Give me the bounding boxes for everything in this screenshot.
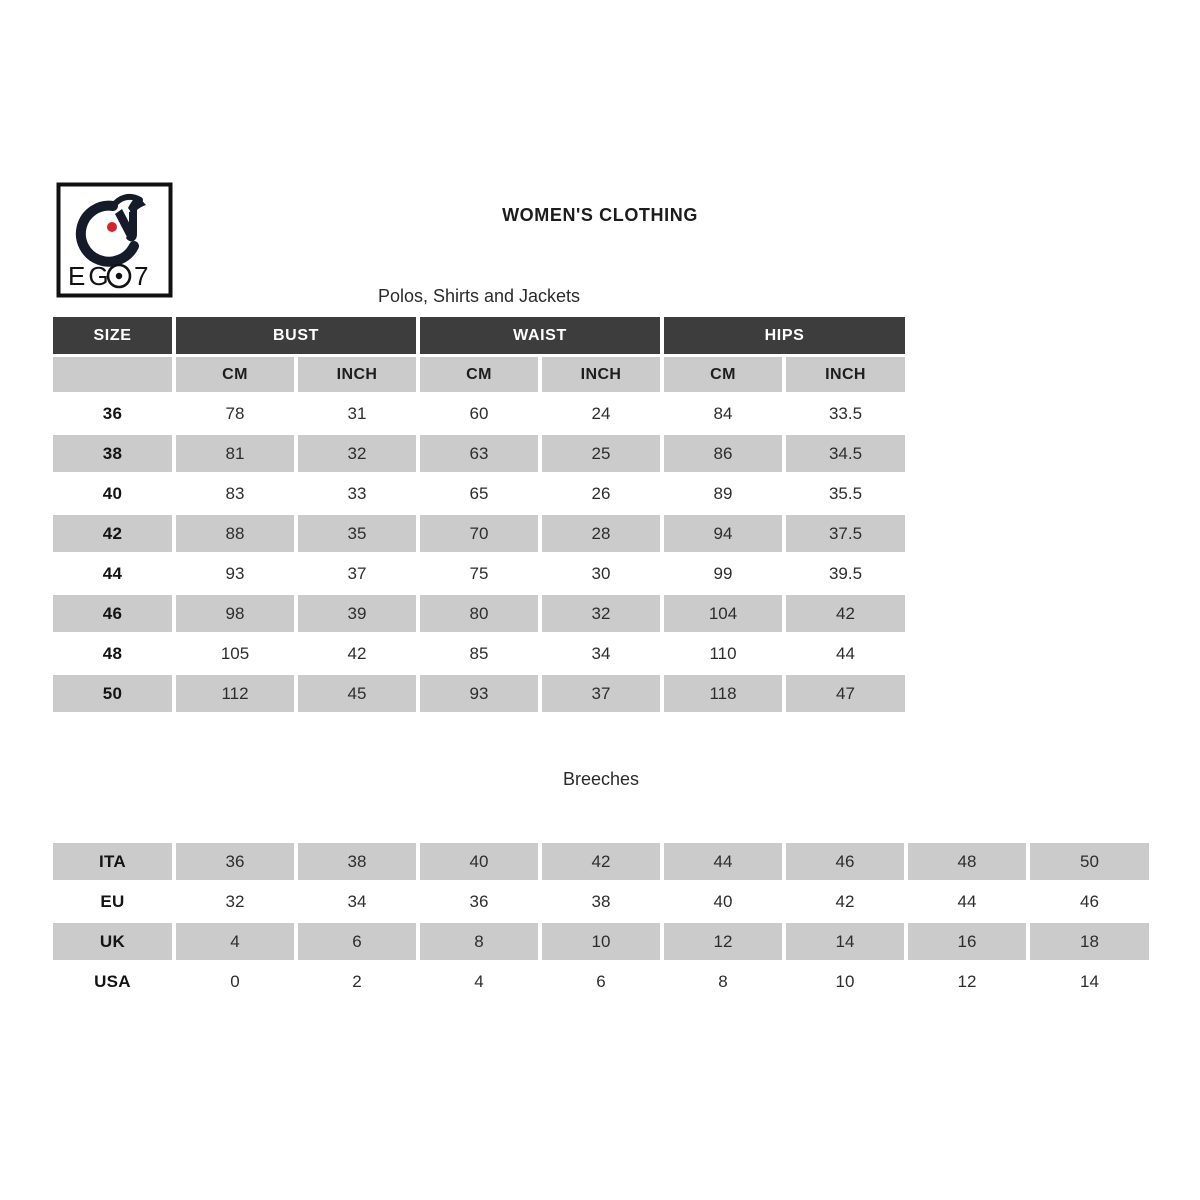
page-title: WOMEN'S CLOTHING bbox=[502, 205, 698, 225]
measurement-value: 45 bbox=[298, 675, 416, 712]
measurement-value: 2 bbox=[352, 971, 362, 991]
hips-group-header: HIPS bbox=[664, 317, 905, 354]
hips-cm-header: CM bbox=[664, 357, 782, 392]
measurement-value: 0 bbox=[230, 971, 240, 991]
clothing-size-row bbox=[53, 475, 905, 512]
measurement-value: 37 bbox=[347, 563, 367, 583]
bust-group-header: BUST bbox=[176, 317, 416, 354]
measurement-value: 84 bbox=[713, 403, 733, 423]
measurement-value: 44 bbox=[957, 891, 977, 911]
row-label: 50 bbox=[53, 675, 172, 712]
measurement-value: 83 bbox=[225, 483, 245, 503]
measurement-value: 32 bbox=[298, 435, 416, 472]
measurement-value: 28 bbox=[542, 515, 660, 552]
measurement-value: 70 bbox=[420, 515, 538, 552]
clothing-size-row bbox=[53, 435, 905, 472]
measurement-value: 40 bbox=[420, 843, 538, 880]
row-label: 46 bbox=[53, 595, 172, 632]
measurement-value: 30 bbox=[591, 563, 611, 583]
measurement-value: 48 bbox=[908, 843, 1026, 880]
measurement-value: 38 bbox=[298, 843, 416, 880]
measurement-value: 40 bbox=[713, 891, 733, 911]
row-label: USA bbox=[94, 971, 131, 991]
measurement-value: 98 bbox=[176, 595, 294, 632]
measurement-value: 93 bbox=[420, 675, 538, 712]
measurement-value: 78 bbox=[225, 403, 245, 423]
svg-text:EG: EG bbox=[68, 261, 112, 291]
row-label: EU bbox=[100, 891, 125, 911]
measurement-value: 44 bbox=[664, 843, 782, 880]
measurement-value: 37.5 bbox=[786, 515, 905, 552]
measurement-value: 86 bbox=[664, 435, 782, 472]
measurement-value: 39 bbox=[298, 595, 416, 632]
measurement-value: 44 bbox=[836, 643, 855, 663]
bust-inch-header: INCH bbox=[298, 357, 416, 392]
row-label: 38 bbox=[53, 435, 172, 472]
measurement-value: 36 bbox=[176, 843, 294, 880]
breeches-size-row bbox=[53, 923, 1149, 960]
measurement-value: 8 bbox=[718, 971, 728, 991]
measurement-value: 46 bbox=[1080, 891, 1099, 911]
measurement-value: 6 bbox=[596, 971, 606, 991]
measurement-value: 14 bbox=[786, 923, 904, 960]
breeches-size-row bbox=[53, 843, 1149, 880]
measurement-value: 12 bbox=[957, 971, 977, 991]
measurement-value: 42 bbox=[542, 843, 660, 880]
row-label: 40 bbox=[102, 483, 123, 503]
breeches-size-row bbox=[53, 883, 1149, 920]
measurement-value: 75 bbox=[469, 563, 489, 583]
measurement-value: 12 bbox=[664, 923, 782, 960]
measurement-value: 99 bbox=[713, 563, 733, 583]
measurement-value: 38 bbox=[591, 891, 611, 911]
measurement-value: 32 bbox=[542, 595, 660, 632]
breeches-size-row bbox=[53, 963, 1149, 1000]
clothing-size-row bbox=[53, 675, 905, 712]
measurement-value: 34 bbox=[591, 643, 611, 663]
measurement-value: 34 bbox=[347, 891, 367, 911]
measurement-value: 36 bbox=[469, 891, 489, 911]
size-column-header: SIZE bbox=[53, 317, 172, 354]
measurement-value: 80 bbox=[420, 595, 538, 632]
measurement-value: 32 bbox=[225, 891, 245, 911]
breeches-size-table bbox=[49, 840, 1153, 1003]
measurement-value: 42 bbox=[835, 891, 855, 911]
measurement-value: 39.5 bbox=[828, 563, 863, 583]
measurement-value: 14 bbox=[1080, 971, 1099, 991]
measurement-value: 47 bbox=[786, 675, 905, 712]
measurement-value: 24 bbox=[591, 403, 611, 423]
row-label: 42 bbox=[53, 515, 172, 552]
clothing-size-row bbox=[53, 595, 905, 632]
measurement-value: 34.5 bbox=[786, 435, 905, 472]
row-label: 36 bbox=[102, 403, 123, 423]
measurement-value: 31 bbox=[347, 403, 367, 423]
breeches-table-subtitle: Breeches bbox=[562, 769, 640, 789]
measurement-value: 25 bbox=[542, 435, 660, 472]
measurement-value: 4 bbox=[474, 971, 484, 991]
measurement-value: 112 bbox=[176, 675, 294, 712]
clothing-size-row bbox=[53, 635, 905, 672]
measurement-value: 42 bbox=[347, 643, 367, 663]
measurement-value: 85 bbox=[469, 643, 489, 663]
row-label: 48 bbox=[102, 643, 123, 663]
measurement-value: 33.5 bbox=[828, 403, 863, 423]
measurement-value: 89 bbox=[713, 483, 733, 503]
clothing-size-row bbox=[53, 555, 905, 592]
measurement-value: 35.5 bbox=[828, 483, 863, 503]
measurement-value: 10 bbox=[542, 923, 660, 960]
units-header-row bbox=[53, 357, 905, 392]
ego7-horse-head-logo-icon bbox=[56, 182, 173, 298]
measurement-value: 35 bbox=[298, 515, 416, 552]
measurement-value: 50 bbox=[1030, 843, 1149, 880]
measurement-value: 42 bbox=[786, 595, 905, 632]
clothing-table-subtitle: Polos, Shirts and Jackets bbox=[377, 286, 581, 306]
svg-text:7: 7 bbox=[134, 261, 149, 291]
measurement-value: 81 bbox=[176, 435, 294, 472]
brand-logo bbox=[56, 182, 173, 298]
measurement-value: 88 bbox=[176, 515, 294, 552]
measurement-value: 118 bbox=[664, 675, 782, 712]
measurement-value: 110 bbox=[709, 643, 737, 663]
clothing-size-table bbox=[49, 314, 909, 715]
measurement-value: 37 bbox=[542, 675, 660, 712]
measurement-value: 16 bbox=[908, 923, 1026, 960]
measurement-value: 93 bbox=[225, 563, 245, 583]
waist-group-header: WAIST bbox=[420, 317, 660, 354]
measurement-value: 18 bbox=[1030, 923, 1149, 960]
waist-inch-header: INCH bbox=[542, 357, 660, 392]
measure-group-header-row bbox=[53, 317, 905, 354]
hips-inch-header: INCH bbox=[786, 357, 905, 392]
row-label: ITA bbox=[53, 843, 172, 880]
measurement-value: 105 bbox=[220, 643, 250, 663]
units-corner-cell bbox=[53, 357, 172, 392]
clothing-size-row bbox=[53, 515, 905, 552]
measurement-value: 94 bbox=[664, 515, 782, 552]
measurement-value: 8 bbox=[420, 923, 538, 960]
row-label: UK bbox=[53, 923, 172, 960]
bust-cm-header: CM bbox=[176, 357, 294, 392]
measurement-value: 6 bbox=[298, 923, 416, 960]
measurement-value: 4 bbox=[176, 923, 294, 960]
measurement-value: 26 bbox=[591, 483, 611, 503]
measurement-value: 104 bbox=[664, 595, 782, 632]
measurement-value: 33 bbox=[347, 483, 367, 503]
waist-cm-header: CM bbox=[420, 357, 538, 392]
measurement-value: 10 bbox=[835, 971, 855, 991]
measurement-value: 65 bbox=[469, 483, 489, 503]
measurement-value: 63 bbox=[420, 435, 538, 472]
measurement-value: 46 bbox=[786, 843, 904, 880]
row-label: 44 bbox=[102, 563, 123, 583]
clothing-size-row bbox=[53, 395, 905, 432]
measurement-value: 60 bbox=[469, 403, 489, 423]
